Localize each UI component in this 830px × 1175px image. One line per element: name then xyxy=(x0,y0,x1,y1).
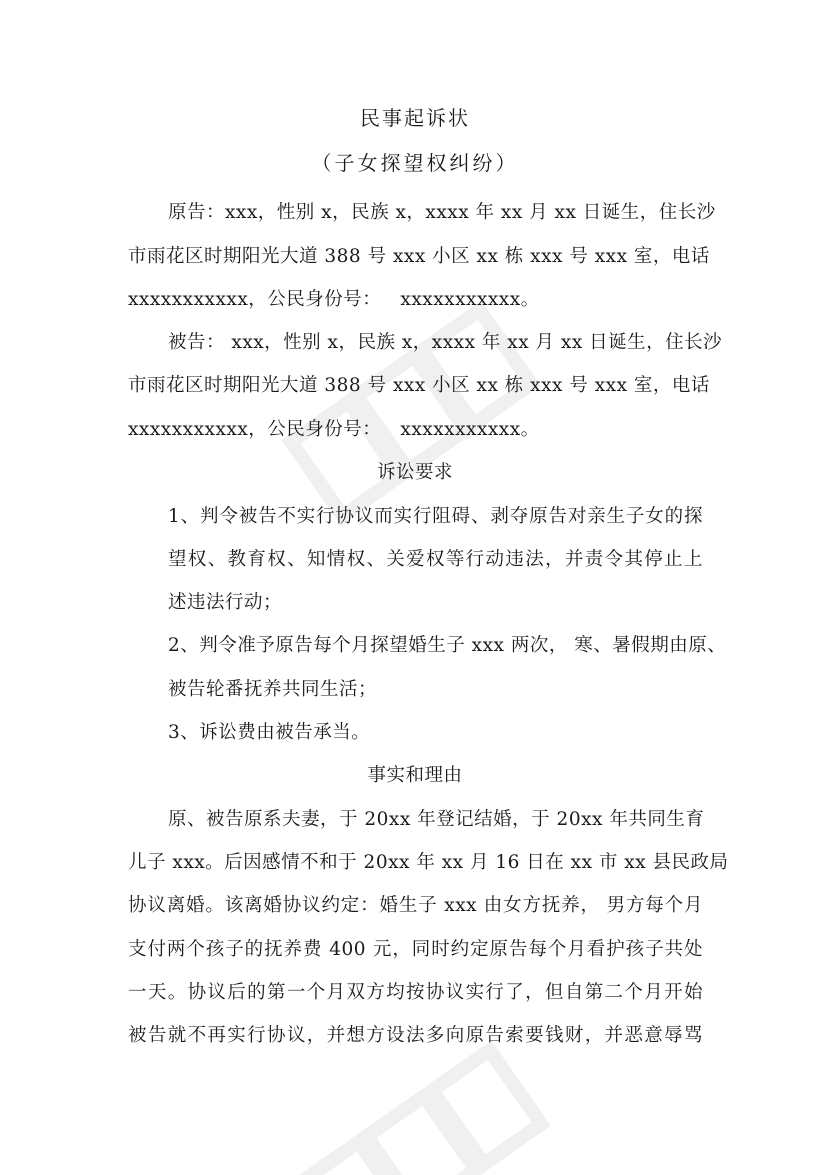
facts-line-2: 儿子 xxx。后因感情不和于 20xx 年 xx 月 16 日在 xx 市 xx 县民政局 xyxy=(128,852,729,873)
facts-line-5: 一天。协议后的第一个月双方均按协议实行了，但自第二个月开始 xyxy=(128,982,703,1003)
defendant-line-1: 被告： xxx，性别 x，民族 x，xxxx 年 xx 月 xx 日诞生，住长沙 xyxy=(168,332,723,353)
facts-line-1: 原、被告原系夫妻，于 20xx 年登记结婚，于 20xx 年共同生育 xyxy=(168,809,705,830)
plaintiff-line-1: 原告：xxx，性别 x，民族 x，xxxx 年 xx 月 xx 日诞生，住长沙 xyxy=(168,202,716,223)
claim-2-line-2: 被告轮番抚养共同生活； xyxy=(168,679,378,700)
document-subtitle: （子女探望权纠纷） xyxy=(311,151,519,175)
document-title: 民事起诉状 xyxy=(360,106,470,130)
plaintiff-line-2: 市雨花区时期阳光大道 388 号 xxx 小区 xx 栋 xxx 号 xxx 室，电话 xyxy=(128,246,710,267)
facts-line-4: 支付两个孩子的抚养费 400 元，同时约定原告每个月看护孩子共处 xyxy=(128,939,703,960)
defendant-line-2: 市雨花区时期阳光大道 388 号 xxx 小区 xx 栋 xxx 号 xxx 室，电话 xyxy=(128,375,710,396)
claim-2-line-1: 2、判令准予原告每个月探望婚生子 xxx 两次， 寒、暑假期由原、 xyxy=(168,635,727,656)
claim-1-line-2: 望权、教育权、知情权、关爱权等行动违法，并责令其停止上 xyxy=(168,549,703,570)
facts-heading: 事实和理由 xyxy=(367,765,463,786)
claim-1-line-1: 1、判令被告不实行协议而实行阻碍、剥夺原告对亲生子女的探 xyxy=(168,506,703,527)
claim-3-line-1: 3、诉讼费由被告承当。 xyxy=(168,722,371,743)
claims-heading: 诉讼要求 xyxy=(376,462,453,483)
watermark-logo-lower xyxy=(260,1040,580,1175)
facts-line-6: 被告就不再实行协议，并想方设法多向原告索要钱财，并恶意辱骂 xyxy=(128,1025,703,1046)
plaintiff-line-3: xxxxxxxxxxx，公民身份号： xxxxxxxxxxx。 xyxy=(128,289,540,310)
facts-line-3: 协议离婚。该离婚协议约定：婚生子 xxx 由女方抚养， 男方每个月 xyxy=(128,895,703,916)
defendant-line-3: xxxxxxxxxxx，公民身份号： xxxxxxxxxxx。 xyxy=(128,419,540,440)
claim-1-line-3: 述违法行动； xyxy=(168,592,283,613)
